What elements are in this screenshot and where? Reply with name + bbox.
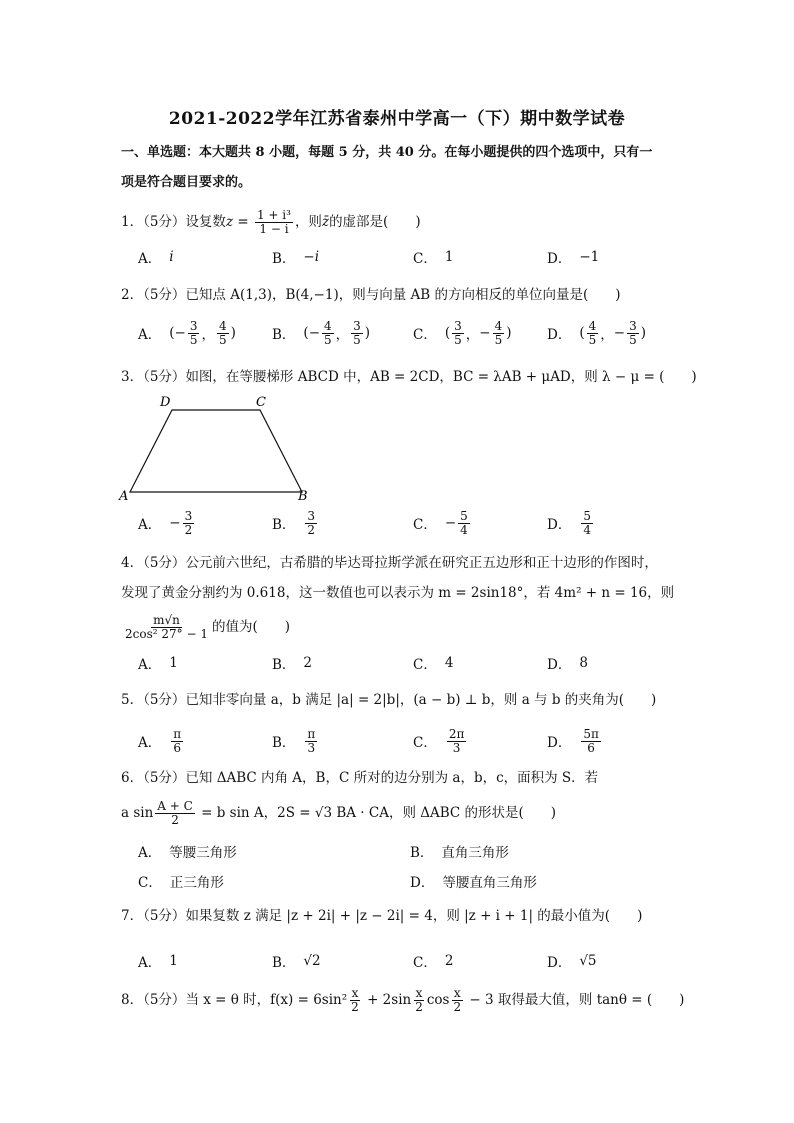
text-run: ， xyxy=(201,327,215,343)
fraction xyxy=(171,728,183,755)
text-run: B． xyxy=(272,735,296,751)
fraction xyxy=(451,987,463,1014)
fraction xyxy=(413,987,425,1014)
text-run: 5 xyxy=(353,332,361,347)
text-run: 2 xyxy=(415,1000,423,1014)
text-run: 2 xyxy=(351,1000,359,1014)
question-6 xyxy=(121,767,681,789)
fraction xyxy=(351,320,363,347)
option-a xyxy=(138,836,237,866)
text-run: 2 xyxy=(307,522,316,537)
fraction xyxy=(493,320,505,347)
text-run: 3． xyxy=(121,369,144,385)
text-run: 已知点 A(1,3)，B(4,−1)，则与向量 AB 的方向相反的单位向量是( ) xyxy=(185,287,621,303)
text-run: 2 xyxy=(171,813,179,827)
question-5-options xyxy=(138,726,658,756)
text-run: 2 xyxy=(184,522,193,537)
text-run: π xyxy=(173,726,182,741)
text-run: 3 xyxy=(629,318,637,333)
question-4-line-2: 发现了黄金分割约为 0.618，这一数值也可以表示为 m = 2sin18°，若 4m² + n = 16，则 xyxy=(121,585,675,601)
option-b xyxy=(272,648,312,678)
text-run: D． xyxy=(547,327,572,343)
text-run: (− xyxy=(303,325,321,341)
option-d xyxy=(547,726,603,756)
fraction xyxy=(581,510,593,537)
text-run: 4． xyxy=(121,555,144,571)
option-c xyxy=(413,318,512,348)
text-run: 等腰直角三角形 xyxy=(442,875,537,891)
text-run: D． xyxy=(410,875,435,891)
text-run: 正三角形 xyxy=(169,875,224,891)
text-run: 4 xyxy=(494,318,503,333)
text-run: + 2sin xyxy=(362,992,412,1008)
text-run: 2． xyxy=(121,287,144,303)
question-6-line-2 xyxy=(121,797,681,829)
text-run: B． xyxy=(272,517,296,533)
text-run: 5 xyxy=(629,332,637,347)
text-run: x xyxy=(415,986,423,1000)
option-d xyxy=(547,242,599,272)
text-run: 当 x = θ 时，f(x) = 6sin² xyxy=(185,992,348,1008)
option-d xyxy=(410,866,537,896)
option-a xyxy=(138,318,236,348)
trapezoid-figure xyxy=(116,394,316,506)
text-run: (− xyxy=(169,325,186,341)
text-run: ) xyxy=(506,325,512,341)
text-run: 8． xyxy=(121,992,144,1008)
text-run: = b sin A，2S = √3 BA · CA，则 ΔABC 的形状是( ) xyxy=(196,805,557,821)
text-run: ( xyxy=(444,325,451,341)
text-run: 5 xyxy=(588,332,597,347)
question-1-options xyxy=(138,242,658,272)
option-a xyxy=(138,242,174,272)
text-run: ) xyxy=(640,325,646,341)
text-run: 的值为( ) xyxy=(211,619,290,635)
option-a xyxy=(138,726,185,756)
option-d xyxy=(547,318,646,348)
text-run: C． xyxy=(138,875,162,891)
option-c xyxy=(413,648,453,678)
option-a xyxy=(138,648,178,678)
text-run: 6 xyxy=(173,740,182,755)
question-4-line-3 xyxy=(121,611,681,643)
text-run: B． xyxy=(272,327,296,343)
text-run: 3 xyxy=(184,508,193,523)
option-c xyxy=(413,508,472,538)
text-run: 4 xyxy=(444,655,454,671)
fraction xyxy=(581,728,601,755)
text-run: 如果复数 z 满足 |z + 2i| + |z − 2i| = 4，则 |z + i + 1| 的最小值为( ) xyxy=(185,908,643,924)
text-run: 直角三角形 xyxy=(441,845,509,861)
text-run: C． xyxy=(413,251,437,267)
text-run: A． xyxy=(138,251,162,267)
text-run: − xyxy=(444,515,457,531)
text-run: 5 xyxy=(324,332,332,347)
text-run: ， xyxy=(600,327,614,343)
text-run: 2π xyxy=(448,726,465,741)
text-run: C． xyxy=(413,735,437,751)
option-a xyxy=(138,508,196,538)
question-number: 1． xyxy=(121,214,144,230)
text-run: 6 xyxy=(587,740,595,755)
text-run: A． xyxy=(138,517,162,533)
exam-title: 2021-2022学年江苏省泰州中学高一（下）期中数学试卷 xyxy=(168,109,626,129)
question-5 xyxy=(121,689,681,711)
question-7 xyxy=(121,905,681,927)
text-run: ， xyxy=(465,327,480,343)
text-run: √5 xyxy=(579,953,597,969)
text-run: −1 xyxy=(579,249,600,265)
fraction xyxy=(188,320,200,347)
text-run: 4 xyxy=(583,522,591,537)
question-7-options xyxy=(138,946,658,976)
fraction xyxy=(458,510,470,537)
fraction xyxy=(447,728,467,755)
text-run: √2 xyxy=(303,953,321,969)
option-d xyxy=(547,508,595,538)
section-heading-line-2: 项是符合题目要求的。 xyxy=(121,175,252,190)
text-run: B． xyxy=(410,845,434,861)
text-run: 2 xyxy=(444,953,454,969)
text-run: C． xyxy=(413,955,437,971)
text-run: 4 xyxy=(218,318,227,333)
question-3 xyxy=(121,366,697,388)
text-run: A． xyxy=(138,845,162,861)
text-run: C． xyxy=(413,517,437,533)
question-2 xyxy=(121,284,681,306)
text-run: 如图，在等腰梯形 ABCD 中，AB = 2CD，BC = λAB + μAD，则 λ − μ = ( ) xyxy=(185,369,697,385)
text-run: C． xyxy=(413,657,437,673)
text-run: （5分） xyxy=(143,908,186,924)
option-b xyxy=(410,836,509,866)
text-run: i xyxy=(169,249,174,265)
text-run: 4 xyxy=(588,318,597,333)
question-4 xyxy=(121,552,681,574)
text-run: 3 xyxy=(353,318,361,333)
option-c xyxy=(138,866,224,896)
text-run: D． xyxy=(547,735,572,751)
text-run: − xyxy=(613,325,626,341)
option-b xyxy=(272,242,319,272)
option-b xyxy=(272,508,319,538)
text-run: 1 xyxy=(169,655,178,671)
text-run: A． xyxy=(138,657,162,673)
question-4-options xyxy=(138,648,658,678)
text-run: x xyxy=(351,986,359,1000)
text-run: 5 xyxy=(583,508,591,523)
option-d xyxy=(547,946,597,976)
text-run: 5 xyxy=(454,332,462,347)
text-run: ， xyxy=(335,327,350,343)
text-run: − xyxy=(169,515,181,531)
text-run: 3 xyxy=(189,318,198,333)
text-run: A． xyxy=(138,327,162,343)
fraction xyxy=(627,320,639,347)
fraction xyxy=(587,320,599,347)
fraction xyxy=(322,320,334,347)
fraction xyxy=(305,728,317,755)
text-run: 等腰三角形 xyxy=(169,845,237,861)
question-6-options-row-1 xyxy=(138,836,658,866)
text-run: （5分） xyxy=(143,369,186,385)
text-run: 7． xyxy=(121,908,144,924)
text-run: ) xyxy=(364,325,371,341)
text-run: 3 xyxy=(454,318,462,333)
text-run: B． xyxy=(272,251,296,267)
text-run: C． xyxy=(413,327,437,343)
text-run: a sin xyxy=(121,805,154,821)
fraction: $\frac{\text{1 + i³}}{1 - i}$ xyxy=(256,208,291,236)
text-run: − 3 取得最大值，则 tanθ = ( ) xyxy=(465,992,685,1008)
text-run: 5 xyxy=(189,332,198,347)
text-run: D． xyxy=(547,251,572,267)
text-run: A + C xyxy=(157,799,193,813)
text-run: A． xyxy=(138,735,162,751)
text-run: 4 xyxy=(460,522,468,537)
fraction xyxy=(123,614,210,641)
text-run: 2 xyxy=(303,655,313,671)
text-run: 5 xyxy=(460,508,468,523)
text-run: 6． xyxy=(121,770,144,786)
text-run: （5分） xyxy=(143,287,186,303)
text-run: m√n xyxy=(153,613,180,627)
fraction xyxy=(155,800,195,827)
text-run: − xyxy=(479,325,491,341)
text-run: 2cos² 27° − 1 xyxy=(125,627,208,641)
text-run: 3 xyxy=(307,508,316,523)
text-run: （5分） xyxy=(143,692,186,708)
text-run: 1 xyxy=(169,953,178,969)
text-run: 8 xyxy=(579,655,588,671)
text-run: 已知非零向量 a，b 满足 |a| = 2|b|，(a − b) ⊥ b，则 a 与 b 的夹角为( ) xyxy=(185,692,657,708)
question-2-options xyxy=(138,318,658,348)
text-run: x xyxy=(453,986,461,1000)
text-run: D． xyxy=(547,955,572,971)
option-d xyxy=(547,648,588,678)
text-run: 3 xyxy=(452,740,461,755)
question-8 xyxy=(121,984,685,1016)
fraction xyxy=(452,320,464,347)
text-run: 5 xyxy=(218,332,227,347)
section-heading-line-1: 一、单选题：本大题共 8 小题，每题 5 分，共 40 分。在每小题提供的四个选项中，只有一 xyxy=(121,145,653,160)
text-run: π xyxy=(307,726,316,741)
text-run: 5π xyxy=(583,726,599,741)
text-run: （5分） xyxy=(143,770,186,786)
fraction xyxy=(217,320,229,347)
vertex-a-label: A xyxy=(119,489,129,504)
option-b xyxy=(272,318,370,348)
fraction xyxy=(305,510,317,537)
vertex-b-label: B xyxy=(298,489,308,504)
fraction xyxy=(349,987,361,1014)
option-c xyxy=(413,726,468,756)
text-run: 公元前六世纪，古希腊的毕达哥拉斯学派在研究正五边形和正十边形的作图时， xyxy=(185,555,658,571)
option-a xyxy=(138,946,178,976)
option-c xyxy=(413,242,453,272)
question-6-options-row-2 xyxy=(138,866,658,896)
text-run: （5分） xyxy=(143,555,186,571)
text-run: 5． xyxy=(121,692,144,708)
text-run: A． xyxy=(138,955,162,971)
fraction xyxy=(183,510,195,537)
text-run: B． xyxy=(272,955,296,971)
text-run: ) xyxy=(230,325,236,341)
vertex-c-label: C xyxy=(256,395,266,410)
text-run: cos xyxy=(426,992,450,1008)
text-run: ( xyxy=(579,325,585,341)
text-run: 2 xyxy=(453,1000,462,1014)
question-1: 1．（5分）设复数z = $\frac{\text{1 + i³}}{1 - i}$ ，则z̄的虚部是( ) xyxy=(121,208,421,236)
text-run: D． xyxy=(547,517,572,533)
option-b xyxy=(272,726,319,756)
question-3-options xyxy=(138,508,658,538)
text-run: 5 xyxy=(494,332,503,347)
question-points: （5分） xyxy=(143,214,186,230)
text-run: 4 xyxy=(324,318,332,333)
text-run: D． xyxy=(547,657,572,673)
text-run: 1 xyxy=(444,249,454,265)
text-run: B． xyxy=(272,657,296,673)
text-run: 3 xyxy=(307,740,316,755)
text-run: 已知 ΔABC 内角 A，B，C 所对的边分别为 a，b，c，面积为 S．若 xyxy=(185,770,599,786)
option-b xyxy=(272,946,321,976)
trapezoid-abcd xyxy=(130,410,302,492)
option-c xyxy=(413,946,453,976)
text-run: −i xyxy=(303,249,320,265)
vertex-d-label: D xyxy=(160,395,171,410)
text-run: （5分） xyxy=(143,992,186,1008)
